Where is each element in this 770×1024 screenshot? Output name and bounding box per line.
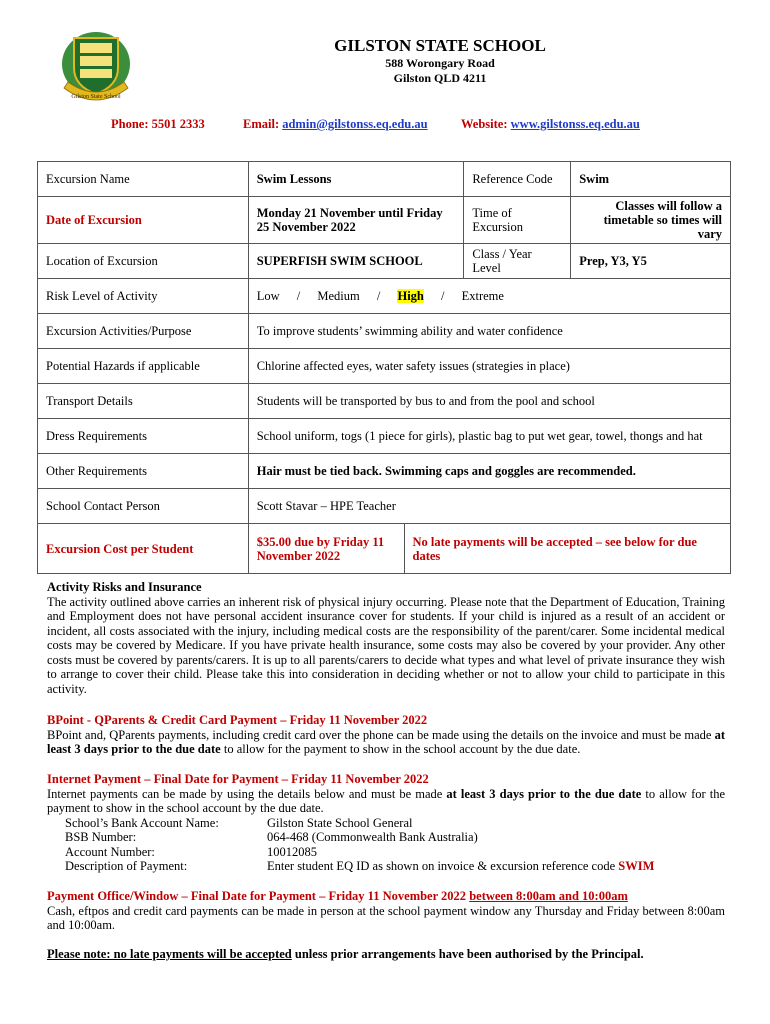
cost-value: $35.00 due by Friday 11 November 2022	[248, 524, 404, 574]
risks-heading: Activity Risks and Insurance	[47, 580, 202, 594]
email-label: Email:	[243, 117, 280, 131]
dress-value: School uniform, togs (1 piece for girls), plastic bag to put wet gear, towel, thongs and hat	[248, 419, 730, 454]
bpoint-text	[47, 728, 725, 757]
table-row	[38, 524, 731, 574]
table-row	[38, 454, 731, 489]
phone-number: 5501 2333	[151, 117, 205, 131]
school-address-line2: Gilston QLD 4211	[393, 71, 487, 85]
risk-high-selected: High	[397, 289, 424, 303]
office-heading-text: Payment Office/Window – Final Date for Payment – Friday 11 November 2022	[47, 889, 467, 903]
dress-label: Dress Requirements	[38, 419, 249, 454]
contact-person-value: Scott Stavar – HPE Teacher	[248, 489, 730, 524]
excursion-name-value: Swim Lessons	[248, 162, 464, 197]
date-of-excursion-value: Monday 21 November until Friday 25 November 2022	[248, 197, 464, 244]
time-of-excursion-value: Classes will follow a timetable so times will vary	[571, 197, 731, 244]
account-label: Account Number:	[65, 844, 155, 859]
internet-text-bold: at least 3 days prior to the due date	[446, 786, 642, 801]
reference-code-label: Reference Code	[464, 162, 571, 197]
risk-extreme: Extreme	[461, 289, 504, 303]
table-row	[38, 384, 731, 419]
hazards-value: Chlorine affected eyes, water safety issues (strategies in place)	[248, 349, 730, 384]
risks-section	[47, 580, 725, 696]
description-value	[267, 859, 725, 874]
bpoint-section	[47, 713, 725, 757]
email-contact	[243, 117, 428, 132]
logo-text: Gilston State School	[71, 94, 121, 100]
table-row	[38, 349, 731, 384]
description-code: SWIM	[618, 859, 655, 873]
website-label: Website:	[461, 117, 508, 131]
table-row	[38, 162, 731, 197]
risk-medium: Medium	[317, 289, 360, 303]
table-row	[38, 244, 731, 279]
note-rest: unless prior arrangements have been authorised by the Principal.	[291, 947, 644, 961]
cost-note: No late payments will be accepted – see below for due dates	[404, 524, 731, 574]
activities-value: To improve students’ swimming ability and water confidence	[248, 314, 730, 349]
office-section	[47, 889, 725, 933]
bsb-label: BSB Number:	[65, 830, 137, 844]
bpoint-text-part: to allow for the payment to show in the school account by the due date.	[220, 742, 581, 756]
table-row	[38, 419, 731, 454]
table-row	[38, 314, 731, 349]
excursion-name-label: Excursion Name	[38, 162, 249, 197]
office-heading-times: between 8:00am and 10:00am	[469, 889, 628, 903]
excursion-details-table	[37, 161, 731, 574]
internet-text	[47, 787, 725, 816]
internet-section	[47, 772, 725, 874]
phone-label: Phone:	[111, 117, 149, 131]
location-label: Location of Excursion	[38, 244, 249, 279]
phone-contact	[111, 117, 205, 132]
internet-text-part: Internet payments can be made by using the details below and must be made	[47, 786, 447, 801]
risks-text: The activity outlined above carries an inherent risk of physical injury occurring. Please note that the Department of Education, Training and Employment does not have personal accident insurance cover for students. If your child is injured as a result of an accident or incident, all costs associated with the injury, including medical costs are the responsibility of the parent/carer. Some incidental medical costs may be covered by Medicare. If you have private health insurance, some costs may also be covered by your provider. Any other costs must be covered by parents/carers. It is up to all parents/carers to decide what types and what level of private insurance they wish to arrange to cover their child. Please take this into consideration in deciding whether or not to allow your child to participate in this activity.	[47, 594, 725, 696]
time-of-excursion-label: Time of Excursion	[464, 197, 571, 244]
bpoint-text-part: BPoint and, QParents payments, including credit card over the phone can be made using the details on the invoice and must be made	[47, 727, 715, 742]
internet-heading: Internet Payment – Final Date for Payment – Friday 11 November 2022	[47, 772, 429, 786]
table-row	[38, 279, 731, 314]
note-underlined: Please note: no late payments will be accepted	[47, 947, 292, 961]
contact-person-label: School Contact Person	[38, 489, 249, 524]
risk-level-options	[248, 279, 730, 314]
account-value: 10012085	[267, 844, 317, 859]
table-row	[38, 197, 731, 244]
bank-name-value: Gilston State School General	[267, 815, 413, 830]
risk-separator: /	[296, 289, 301, 303]
bpoint-heading: BPoint - QParents & Credit Card Payment – Friday 11 November 2022	[47, 713, 428, 727]
internet-text-part: to allow for the payment to show in the school account by the due date.	[47, 786, 725, 815]
transport-label: Transport Details	[38, 384, 249, 419]
school-name: GILSTON STATE SCHOOL	[334, 36, 546, 55]
cost-label: Excursion Cost per Student	[38, 524, 249, 574]
other-requirements-value: Hair must be tied back. Swimming caps and goggles are recommended.	[248, 454, 730, 489]
other-requirements-label: Other Requirements	[38, 454, 249, 489]
website-contact	[461, 117, 640, 132]
risk-separator: /	[441, 289, 445, 303]
risk-level-label: Risk Level of Activity	[38, 279, 249, 314]
bpoint-text-bold: at least 3 days prior to the due date	[47, 727, 725, 756]
reference-code-value: Swim	[571, 162, 731, 197]
bank-name-label: School’s Bank Account Name:	[65, 815, 219, 830]
school-address-line1: 588 Worongary Road	[385, 56, 495, 70]
class-year-value: Prep, Y3, Y5	[571, 244, 731, 279]
hazards-label: Potential Hazards if applicable	[38, 349, 249, 384]
description-text: Enter student EQ ID as shown on invoice & excursion reference code	[267, 859, 616, 873]
location-value: SUPERFISH SWIM SCHOOL	[248, 244, 464, 279]
risk-separator: /	[376, 289, 381, 303]
bank-details	[47, 816, 725, 874]
activities-label: Excursion Activities/Purpose	[38, 314, 249, 349]
description-label: Description of Payment:	[65, 859, 188, 873]
bsb-value: 064-468 (Commonwealth Bank Australia)	[267, 830, 478, 844]
date-of-excursion-label: Date of Excursion	[38, 197, 249, 244]
late-payment-note	[47, 947, 725, 962]
website-link[interactable]: www.gilstonss.eq.edu.au	[510, 117, 640, 131]
risk-low: Low	[256, 289, 280, 303]
office-text: Cash, eftpos and credit card payments can be made in person at the school payment window any Thursday and Friday between 8:00am and 10:00am.	[47, 903, 725, 932]
table-row	[38, 489, 731, 524]
school-crest-logo	[58, 28, 134, 108]
email-link[interactable]: admin@gilstonss.eq.edu.au	[282, 117, 428, 131]
transport-value: Students will be transported by bus to and from the pool and school	[248, 384, 730, 419]
office-heading	[47, 889, 725, 904]
class-year-label: Class / Year Level	[464, 244, 571, 279]
